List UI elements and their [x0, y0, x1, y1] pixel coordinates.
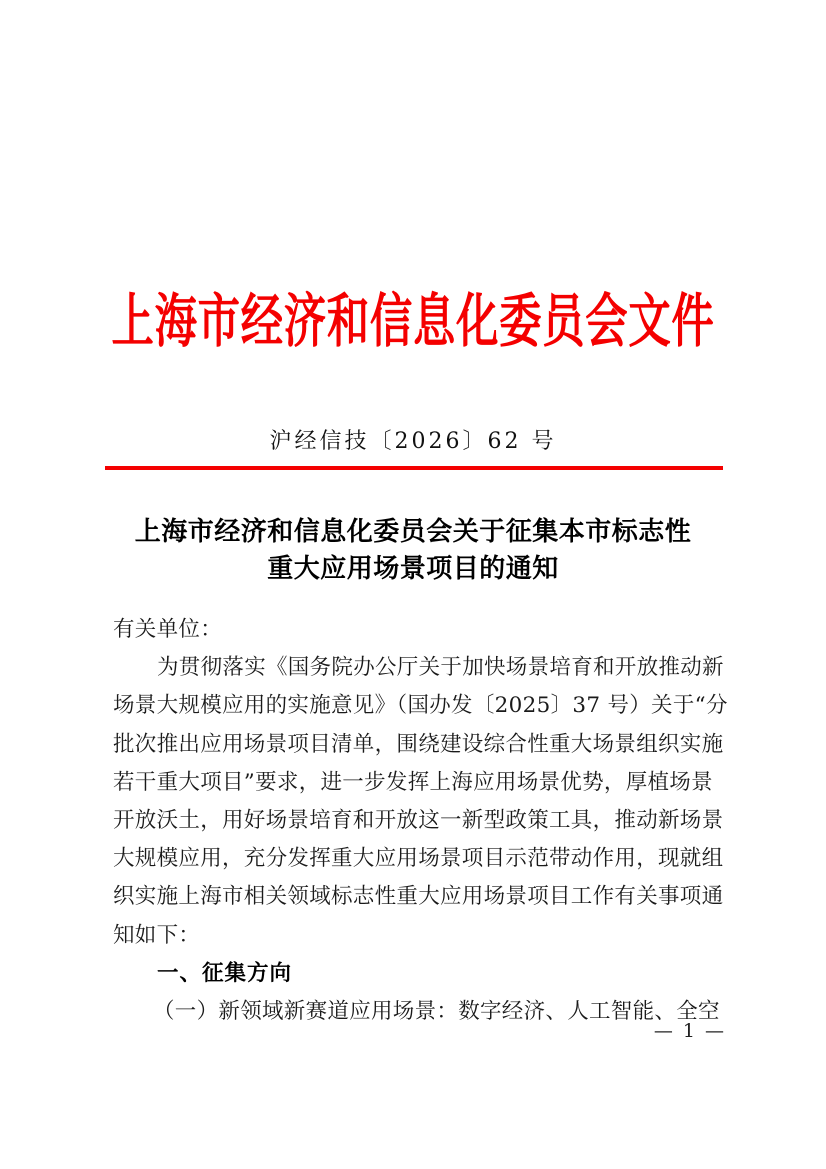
- notice-title-line2: 重大应用场景项目的通知: [267, 554, 559, 584]
- salutation: 有关单位：: [113, 617, 223, 642]
- body-line: 开放沃土，用好场景培育和开放这一新型政策工具，推动新场景: [113, 808, 724, 834]
- body-line: 为贯彻落实《国务院办公厅关于加快场景培育和开放推动新: [157, 655, 724, 681]
- body-line: 场景大规模应用的实施意见》（国办发〔2025〕37 号）关于“分: [113, 693, 728, 719]
- item-line-new-fields: （一）新领域新赛道应用场景：数字经济、人工智能、全空: [153, 999, 720, 1025]
- page-number: — 1 —: [653, 1020, 726, 1042]
- document-number: 沪经信技〔2026〕62 号: [269, 429, 557, 454]
- body-line: 知如下：: [113, 922, 201, 948]
- agency-header-title: 上海市经济和信息化委员会文件: [111, 287, 715, 355]
- notice-body: [113, 611, 728, 1031]
- section-heading-collection-direction: 一、征集方向: [157, 960, 293, 986]
- body-line: 织实施上海市相关领域标志性重大应用场景项目工作有关事项通: [113, 884, 724, 910]
- red-divider-rule: [105, 466, 723, 470]
- body-line: 大规模应用，充分发挥重大应用场景项目示范带动作用，现就组: [113, 846, 724, 872]
- notice-title-line1: 上海市经济和信息化委员会关于征集本市标志性: [134, 517, 692, 547]
- notice-title: [0, 514, 826, 588]
- body-line: 批次推出应用场景项目清单，围绕建设综合性重大场景组织实施: [113, 731, 724, 757]
- body-line: 若干重大项目”要求，进一步发挥上海应用场景优势，厚植场景: [113, 769, 713, 795]
- agency-header: [0, 284, 826, 359]
